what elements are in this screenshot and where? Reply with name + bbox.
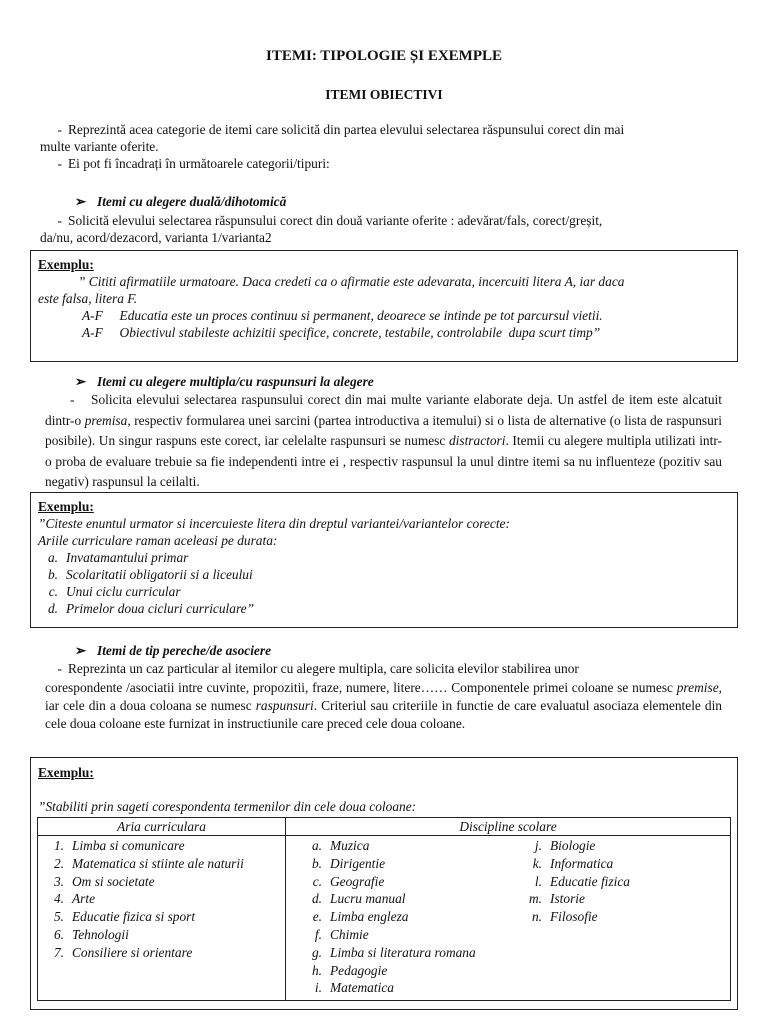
page-title: ITEMI: TIPOLOGIE ȘI EXEMPLE [265, 48, 503, 64]
arrow-bullet-icon: ➢ [75, 374, 87, 389]
answer-item: f. Chimie [314, 926, 369, 942]
premise-item: 4. Arte [53, 891, 96, 907]
section-title: ITEMI OBIECTIVI [325, 87, 443, 102]
example-label: Exemplu: [38, 499, 94, 514]
intro-paragraph: - Reprezintă acea categorie de itemi care solicită din partea elevului selectarea răspunsului corect din mai multe variante oferite. - Ei pot fi încadrați în următoarele categorii/tipuri: [40, 121, 740, 172]
example-box-pairing [30, 757, 738, 1010]
answer-item: i. Matematica [314, 980, 394, 996]
premise-item: 2. Matematica si stiinte ale naturii [53, 855, 244, 871]
column-header-aria: Aria curriculara [38, 818, 286, 836]
intro-line-1: Reprezintă acea categorie de itemi care solicită din partea elevului selectarea răspunsului corect din mai [68, 122, 625, 137]
answer-item: a. Muzica [311, 838, 370, 853]
answer-item: c. Geografie [312, 873, 385, 889]
answer-item: j. Biologie [534, 838, 596, 853]
answer-item: g. Limba si literatura romana [311, 944, 476, 960]
premise-item: 3. Om si societate [53, 873, 155, 889]
example-label: Exemplu: [38, 257, 94, 272]
example-instruction: ” Cititi afirmatiile urmatoare. Daca credeti ca o afirmatie este adevarata, incercuiti litera A, iar daca [78, 274, 625, 289]
section-pairing-description: corespondente /asociatii intre cuvinte, propozitii, fraze, numere, litere…… Componentele primei coloane se numesc premise, iar cele din a doua coloana se numesc raspunsuri. Criteriul sau criteriile in functie de care evaluatul asociaza elementele din cele doua coloane este furnizat in instructiunile care preced cele doua coloane. [45, 680, 722, 731]
premise-item: 1. Limba si comunicare [53, 838, 185, 853]
answer-item: n. Filosofie [531, 909, 598, 925]
column-header-discipline: Discipline scolare [286, 818, 731, 836]
answer-item: l. Educatie fizica [534, 873, 630, 889]
example-instruction: ”Stabiliti prin sageti corespondenta termenilor din cele doua coloane: [38, 799, 417, 814]
premise-item: 6. Tehnologii [53, 926, 129, 942]
example-box-dual [30, 250, 738, 362]
example-stem: Ariile curriculare raman aceleasi pe durata: [38, 533, 278, 548]
example-item-1: A-F Educatia este un proces continuu si permanent, deoarece se intinde pe tot parcursul vietii. [82, 308, 603, 323]
option-d: d. Primelor doua cicluri curriculare” [47, 601, 255, 616]
section-multiple-description: - Solicita elevului selectarea raspunsului corect din mai multe variante elaborate deja. Un astfel de item este alcatuit dintr-o premisa, respectiv formularea unei sarcini (partea introductiva a itemului) si o lista de alternative (o lista de raspunsuri posibile). Un singur raspuns este corect, iar celelalte raspunsuri se numesc distractori. Itemii cu alegere multipla utilizati intr-o proba de evaluare trebuie sa fie independenti intre ei , respectiv raspunsul la unul dintre itemi sa nu influenteze (pozitiv sau negativ) raspunsul la ceilalti. [45, 392, 722, 489]
answer-item: m. Istorie [528, 891, 585, 907]
intro-line-3: Ei pot fi încadrați în următoarele categorii/tipuri: [68, 156, 330, 171]
example-item-2: A-F Obiectivul stabileste achizitii specifice, concrete, testabile, controlabile dupa scurt timp” [82, 325, 601, 340]
section-dual-description: - Solicită elevului selectarea răspunsului corect din două variante oferite : adevărat/fals, corect/greșit, da/nu, acord/dezacord, varianta 1/varianta2 [40, 213, 603, 245]
example-instruction-cont: este falsa, litera F. [38, 291, 138, 306]
example-instruction: ”Citeste enuntul urmator si incercuieste litera din dreptul variantei/variantelor corecte: [38, 516, 510, 531]
answers-column [286, 836, 731, 1001]
answer-item: b. Dirigentie [311, 855, 386, 871]
option-b: b. Scolaritatii obligatorii si a liceului [47, 567, 253, 582]
association-table [37, 817, 731, 1001]
section-pairing-line-1: - Reprezinta un caz particular al itemilor cu alegere multipla, care solicita elevilor stabilirea unor [57, 661, 579, 676]
premises-column [38, 836, 286, 1001]
section-heading-multiple: ➢ Itemi cu alegere multipla/cu raspunsuri la alegere [75, 374, 374, 389]
answer-item: d. Lucru manual [311, 891, 406, 907]
option-c: c. Unui ciclu curricular [48, 584, 181, 599]
premise-item: 5. Educatie fizica si sport [53, 909, 196, 925]
section-heading-pairing: ➢ Itemi de tip pereche/de asociere [75, 643, 272, 658]
option-a: a. Invatamantului primar [47, 550, 189, 565]
example-label: Exemplu: [38, 765, 94, 780]
intro-line-2: multe variante oferite. [40, 139, 159, 154]
arrow-bullet-icon: ➢ [75, 643, 87, 658]
premise-item: 7. Consiliere si orientare [53, 944, 193, 960]
answer-item: k. Informatica [532, 855, 614, 871]
answer-item: h. Pedagogie [311, 962, 388, 978]
arrow-bullet-icon: ➢ [75, 194, 87, 209]
answer-item: e. Limba engleza [312, 909, 409, 925]
section-heading-dual: ➢ Itemi cu alegere duală/dihotomică [75, 194, 287, 209]
answers-right-list [522, 837, 630, 926]
example-box-multiple [30, 492, 738, 628]
answers-left-list [302, 837, 476, 997]
